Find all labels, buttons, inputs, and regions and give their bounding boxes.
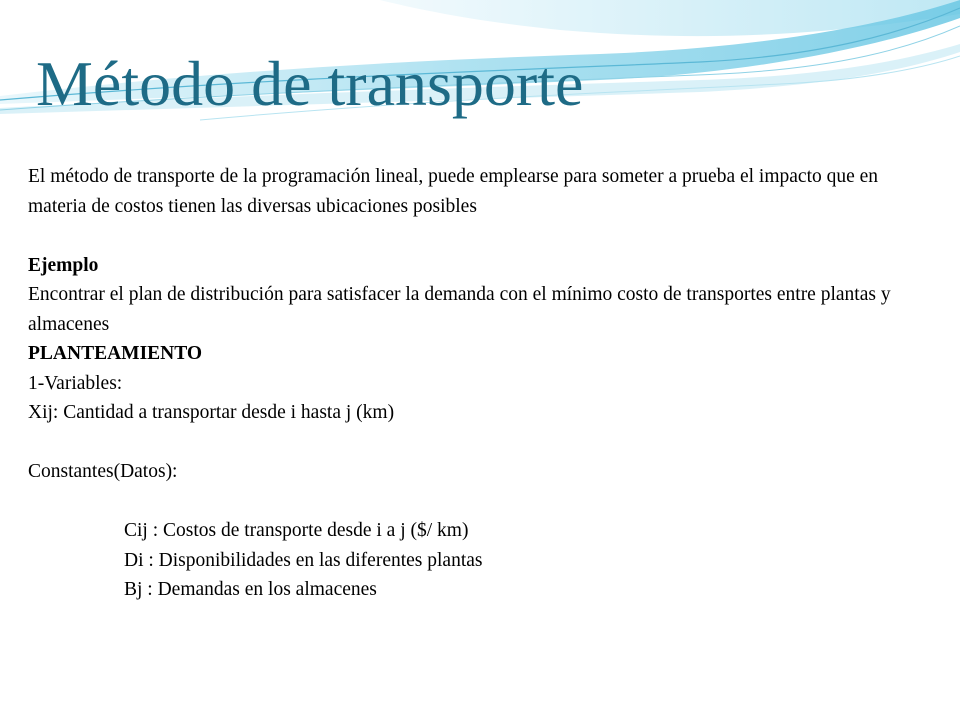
variable-xij: Xij: Cantidad a transportar desde i hasta j (km) (28, 402, 395, 423)
variables-heading: 1-Variables: (28, 372, 123, 394)
intro-paragraph: El método de transporte de la programación lineal, puede emplearse para someter a prueba el impacto que en materia de costos tienen las diversas ubicaciones posibles (28, 166, 879, 217)
example-heading: Ejemplo (28, 254, 99, 276)
spacer (28, 221, 908, 251)
constants-heading: Constantes(Datos): (28, 461, 178, 482)
constant-item: Di : Disponibilidades en las diferentes plantas (124, 549, 483, 571)
constant-item: Bj : Demandas en los almacenes (124, 579, 377, 600)
spacer (28, 428, 908, 458)
slide-title: Método de transporte (36, 48, 584, 119)
constant-item: Cij : Costos de transporte desde i a j ($/ km) (124, 520, 469, 541)
example-text: Encontrar el plan de distribución para satisfacer la demanda con el mínimo costo de transportes entre plantas y almacenes (28, 284, 891, 335)
setup-heading: PLANTEAMIENTO (28, 343, 203, 364)
slide-body (28, 162, 908, 605)
spacer (28, 487, 908, 517)
